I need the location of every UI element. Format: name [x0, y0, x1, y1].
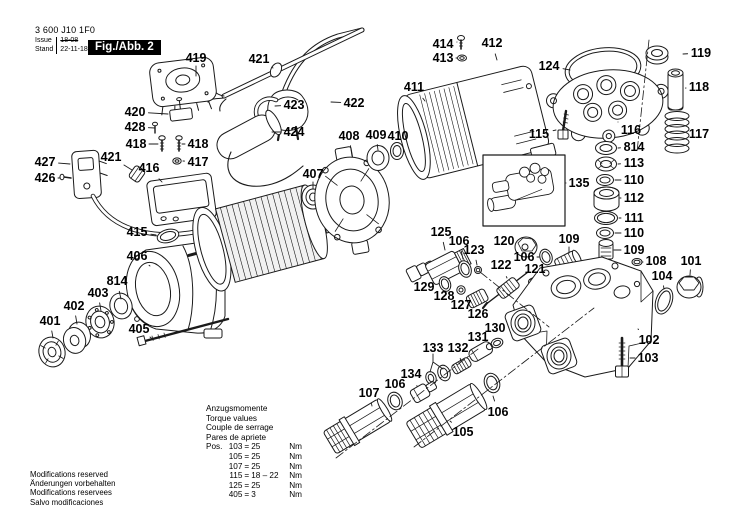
callout-113: 113: [623, 156, 645, 170]
callout-403: 403: [87, 286, 109, 300]
torque-title-es: Pares de apriete: [206, 432, 267, 442]
callout-411: 411: [403, 80, 425, 94]
callout-414: 414: [432, 37, 454, 51]
torque-title-de: Anzugsmomente: [206, 404, 268, 413]
callout-423: 423: [283, 98, 305, 112]
modifications-line-es: Salvo modificaciones: [30, 497, 104, 507]
callout-410: 410: [387, 129, 409, 143]
part-117-spring: [665, 112, 689, 154]
part-111-ring: [595, 212, 618, 225]
callout-412: 412: [481, 36, 503, 50]
callout-110: 110: [623, 173, 645, 187]
part-107-nipple: [322, 396, 395, 456]
callout-115: 115: [528, 127, 550, 141]
torque-title-en: Torque values: [206, 413, 257, 423]
callout-106: 106: [384, 377, 406, 391]
callout-124: 124: [538, 59, 560, 73]
callout-118: 118: [688, 80, 710, 94]
type-number: 3 600 J10 1F0: [35, 25, 96, 35]
torque-table: [206, 404, 304, 500]
part-112-cup: [594, 187, 619, 211]
callout-417: 417: [187, 155, 209, 169]
part-133-washers: [424, 363, 452, 385]
callout-426: 426: [34, 171, 56, 185]
modifications-line-en: Modifications reserved: [30, 470, 109, 479]
callout-421: 421: [100, 150, 122, 164]
part-102-pump-body: [504, 257, 653, 377]
callout-119: 119: [690, 46, 712, 60]
callout-420: 420: [124, 105, 146, 119]
callout-421: 421: [248, 52, 270, 66]
callout-106: 106: [448, 234, 470, 248]
part-132-spring: [451, 357, 472, 375]
part-118-sleeve: [668, 69, 683, 110]
callout-424: 424: [283, 125, 305, 139]
torque-title-fr: Couple de serrage: [206, 423, 274, 433]
part-415-oring: [156, 227, 181, 245]
callout-428: 428: [124, 120, 146, 134]
callout-108: 108: [645, 254, 667, 268]
callout-121: 121: [524, 262, 546, 276]
callout-109: 109: [558, 232, 580, 246]
torque-row: 125 = 25 Nm: [228, 480, 302, 490]
callout-125: 125: [430, 225, 452, 239]
callout-413: 413: [432, 51, 454, 65]
callout-418: 418: [125, 137, 147, 151]
callout-130: 130: [484, 321, 506, 335]
torque-row: Pos. 103 = 25 Nm: [206, 442, 302, 452]
callout-107: 107: [358, 386, 380, 400]
callout-416: 416: [138, 161, 160, 175]
torque-row: 115 = 18 – 22 Nm: [229, 471, 302, 481]
callout-106: 106: [487, 405, 509, 419]
part-426-screw: [60, 174, 71, 180]
issue-label: Issue: [35, 37, 52, 44]
stand-value: 22-11-18: [56, 46, 88, 55]
callout-405: 405: [128, 322, 150, 336]
part-410-ring: [391, 143, 404, 160]
callout-103: 103: [637, 351, 659, 365]
callout-122: 122: [490, 258, 512, 272]
callout-106: 106: [513, 250, 535, 264]
torque-row: 105 = 25 Nm: [228, 451, 302, 461]
part-417-nut: [173, 158, 181, 164]
part-106-oring-d: [482, 371, 503, 395]
modifications-line-de: Änderungen vorbehalten: [30, 479, 116, 489]
part-101-plug: [677, 276, 703, 298]
callout-402: 402: [63, 299, 85, 313]
callout-126: 126: [467, 307, 489, 321]
callout-415: 415: [126, 225, 148, 239]
part-113-seal: [596, 157, 617, 171]
part-106-oring-b: [538, 247, 555, 266]
part-110-ring-b: [597, 228, 614, 239]
callout-102: 102: [638, 333, 660, 347]
part-414-screw: [458, 36, 465, 50]
callout-101: 101: [680, 254, 702, 268]
callout-814: 814: [106, 274, 128, 288]
part-119-retainer: [646, 46, 668, 64]
part-120-plug: [515, 237, 537, 257]
callout-105: 105: [452, 425, 474, 439]
part-104-oring: [652, 286, 676, 317]
callout-128: 128: [433, 289, 455, 303]
callout-104: 104: [651, 269, 673, 283]
modifications-line-fr: Modifications reservees: [30, 488, 112, 498]
part-814-seal: [596, 142, 617, 155]
callout-134: 134: [400, 367, 422, 381]
callout-116: 116: [620, 123, 642, 137]
part-106-oring-c: [385, 390, 404, 412]
part-108-ring: [632, 259, 642, 266]
callout-422: 422: [343, 96, 365, 110]
callout-135: 135: [568, 176, 590, 190]
torque-row: 107 = 25 Nm: [228, 461, 302, 471]
callout-409: 409: [365, 128, 387, 142]
callout-131: 131: [467, 330, 489, 344]
part-419-cover: [149, 56, 219, 115]
callout-123: 123: [463, 243, 485, 257]
callout-127: 127: [450, 298, 472, 312]
part-413-washer: [458, 55, 467, 61]
callout-418: 418: [187, 137, 209, 151]
callout-117: 117: [688, 127, 710, 141]
callout-408: 408: [338, 129, 360, 143]
part-421-grommet: [128, 165, 146, 183]
callout-419: 419: [185, 51, 207, 65]
part-427-switch: [71, 150, 108, 199]
callout-401: 401: [39, 314, 61, 328]
callout-110: 110: [623, 226, 645, 240]
issue-value: 18-08: [56, 37, 88, 46]
callout-406: 406: [126, 249, 148, 263]
callout-407: 407: [302, 167, 324, 181]
part-110-ring-a: [597, 175, 614, 186]
figure-label: Fig./Abb. 2: [88, 40, 161, 55]
part-418-screws: [159, 136, 182, 151]
callout-120: 120: [493, 234, 515, 248]
inset-135: [482, 155, 565, 226]
callout-814: 814: [623, 140, 645, 154]
part-109-valve: [599, 240, 613, 260]
part-127-nut: [457, 286, 465, 294]
callout-109: 109: [623, 243, 645, 257]
callout-111: 111: [624, 211, 644, 225]
callout-129: 129: [413, 280, 435, 294]
callout-133: 133: [422, 341, 444, 355]
callout-132: 132: [447, 341, 469, 355]
torque-row: 405 = 3 Nm: [228, 490, 302, 500]
torque-values: [206, 442, 304, 500]
stand-label: Stand: [35, 45, 54, 53]
modifications-note: [30, 470, 115, 507]
callout-427: 427: [34, 155, 56, 169]
callout-112: 112: [623, 191, 645, 205]
